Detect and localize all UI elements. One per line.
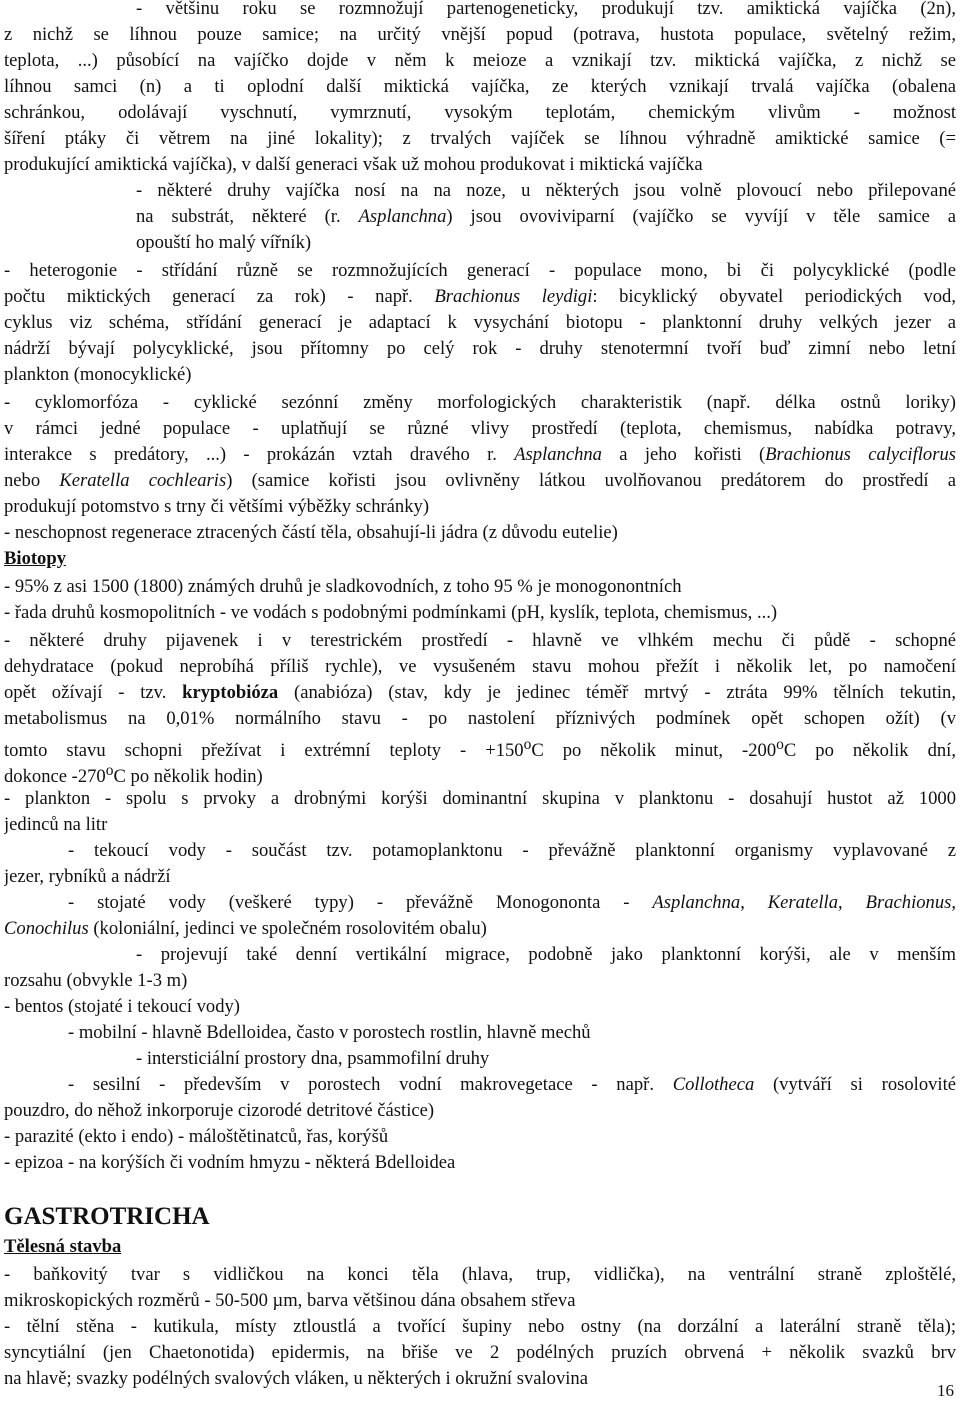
text-line: na substrát, některé (r. Asplanchna) jsou ovoviviparní (vajíčko se vyvíjí v těle samice a xyxy=(136,206,956,227)
text-line: syncytiální (jen Chaetonotida) epidermis, na břiše ve 2 podélných pruzích obrvená + několik svazků brv xyxy=(4,1342,956,1363)
text-line: jedinců na litr xyxy=(4,814,108,835)
text-line: - heterogonie - střídání různě se rozmnožujících generací - populace mono, bi či polycyklické (podle xyxy=(4,260,956,281)
text-line: jezer, rybníků a nádrží xyxy=(4,866,171,887)
text-line: - řada druhů kosmopolitních - ve vodách s podobnými podmínkami (pH, kyslík, teplota, chemismus, ...) xyxy=(4,602,778,623)
text-line: - parazité (ekto i endo) - máloštětinatců, řas, korýšů xyxy=(4,1126,389,1147)
text-line: - intersticiální prostory dna, psammofilní druhy xyxy=(136,1048,490,1069)
text-line: počtu miktických generací za rok) - např. Brachionus leydigi: bicyklický obyvatel periodických vod, xyxy=(4,286,956,307)
text-line: - některé druhy vajíčka nosí na na noze, u některých jsou volně plovoucí nebo přilepované xyxy=(136,180,956,201)
text-line: - mobilní - hlavně Bdelloidea, často v porostech rostlin, hlavně mechů xyxy=(68,1022,591,1043)
text-line: metabolismus na 0,01% normálního stavu - po nastolení příznivých podmínek opět schopen ožít) (v xyxy=(4,708,956,729)
text-line: Conochilus (koloniální, jedinci ve společném rosolovitém obalu) xyxy=(4,918,487,939)
text-line: - sesilní - především v porostech vodní makrovegetace - např. Collotheca (vytváří si rosolovité xyxy=(68,1074,956,1095)
text-line: opět ožívají - tzv. kryptobióza (anabióza) (stav, kdy je jedinec téměř mrtvý - ztráta 99% tělních tekutin, xyxy=(4,682,956,703)
text-line: z nichž se líhnou pouze samice; na určitý vnější popud (potrava, hustota populace, světelný režim, xyxy=(4,24,956,45)
text-line: - cyklomorfóza - cyklické sezónní změny morfologických charakteristik (např. délka ostnů loriky) xyxy=(4,392,956,413)
text-line: nádrží bývají polycyklické, jsou přítomny po celý rok - druhy stenotermní tvoří buď zimní nebo letní xyxy=(4,338,956,359)
text-line: - většinu roku se rozmnožují partenogeneticky, produkují tzv. amiktická vajíčka (2n), xyxy=(136,0,956,19)
text-line: - neschopnost regenerace ztracených částí těla, obsahují-li jádra (z důvodu eutelie) xyxy=(4,522,618,543)
text-line: interakce s predátory, ...) - prokázán vztah dravého r. Asplanchna a jeho kořisti (Brachionus calyciflorus xyxy=(4,444,956,465)
section-heading-telesna-stavba: Tělesná stavba xyxy=(4,1236,122,1257)
text-line: v rámci jedné populace - uplatňují se různé vlivy prostředí (teplota, chemismus, nabídka potravy, xyxy=(4,418,956,439)
text-line: - plankton - spolu s prvoky a drobnými korýši dominantní skupina v planktonu - dosahují hustot až 1000 xyxy=(4,788,956,809)
text-line: - bentos (stojaté i tekoucí vody) xyxy=(4,996,240,1017)
text-line: nebo Keratella cochlearis) (samice kořisti jsou ovlivněny látkou uvolňovanou predátorem do prostředí a xyxy=(4,470,956,491)
text-line: cyklus viz schéma, střídání generací je adaptací k vysychání biotopu - planktonní druhy velkých jezer a xyxy=(4,312,956,333)
text-line: produkují potomstvo s trny či většími výběžky schránky) xyxy=(4,496,430,517)
text-line: rozsahu (obvykle 1-3 m) xyxy=(4,970,188,991)
text-line: schránkou, odolávají vyschnutí, vymrznutí, vysokým teplotám, chemickým vlivům - možnost xyxy=(4,102,956,123)
text-line: plankton (monocyklické) xyxy=(4,364,192,385)
text-line: - tekoucí vody - součást tzv. potamoplanktonu - převážně planktonní organismy vyplavované z xyxy=(68,840,956,861)
text-line: opouští ho malý vířník) xyxy=(136,232,312,253)
text-line: líhnou samci (n) a ti oplodní další miktická vajíčka, ze kterých vznikají trvalá vajíčka (obalena xyxy=(4,76,956,97)
text-line: dehydratace (pokud neprobíhá příliš rychle), ve vysušeném stavu mohou přežít i několik let, po namočení xyxy=(4,656,956,677)
text-line: - 95% z asi 1500 (1800) známých druhů je sladkovodních, z toho 95 % je monogonontních xyxy=(4,576,682,597)
text-line: - epizoa - na korýších či vodním hmyzu - některá Bdelloidea xyxy=(4,1152,456,1173)
text-line: - tělní stěna - kutikula, místy ztloustlá a tvořící šupiny nebo ostny (na dorzální a laterální straně těla); xyxy=(4,1316,956,1337)
section-heading-biotopy: Biotopy xyxy=(4,548,66,569)
page-number: 16 xyxy=(937,1381,954,1400)
text-line: mikroskopických rozměrů - 50-500 µm, barva většinou dána obsahem střeva xyxy=(4,1290,576,1311)
text-line: - projevují také denní vertikální migrace, podobně jako planktonní korýši, ale v menším xyxy=(136,944,956,965)
section-title-gastrotricha: GASTROTRICHA xyxy=(4,1204,210,1230)
text-line: šíření ptáky či větrem na jiné lokality); z trvalých vajíček se líhnou výhradně amiktické samice (= xyxy=(4,128,956,149)
text-line: dokonce -270$^o$C po několik hodin) xyxy=(4,762,263,788)
text-line: - některé druhy pijavenek i v terestrickém prostředí - hlavně ve vlhkém mechu či půdě - schopné xyxy=(4,630,956,651)
text-line: produkující amiktická vajíčka), v další generaci však už mohou produkovat i miktická vajíčka xyxy=(4,154,703,175)
text-line: na hlavě; svazky podélných svalových vláken, u některých i okružní svalovina xyxy=(4,1368,588,1389)
text-line: - baňkovitý tvar s vidličkou na konci těla (hlava, trup, vidlička), na ventrální straně zploštělé, xyxy=(4,1264,956,1285)
text-line: pouzdro, do něhož inkorporuje cizorodé detritové částice) xyxy=(4,1100,435,1121)
text-line: teplota, ...) působící na vajíčko dojde v něm k meioze a vznikají tzv. miktická vajíčka, z nichž se xyxy=(4,50,956,71)
text-line: - stojaté vody (veškeré typy) - převážně Monogononta - Asplanchna, Keratella, Brachionus, xyxy=(68,892,956,913)
text-line: tomto stavu schopni přežívat i extrémní teploty - $+150^oC$ po několik minut, -200$^o$C po několik dní, xyxy=(4,736,956,762)
